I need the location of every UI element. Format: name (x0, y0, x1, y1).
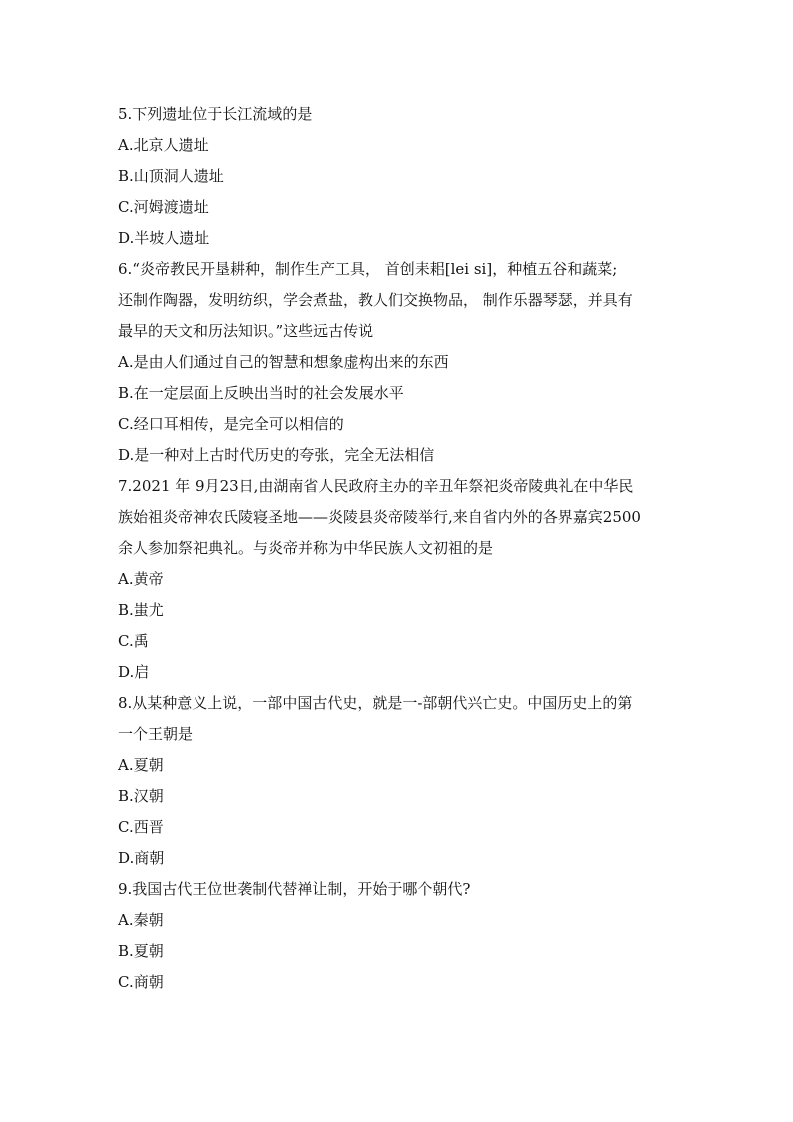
option-b: B.夏朝 (118, 942, 164, 960)
option-a: A.是由人们通过自己的智慧和想象虚构出来的东西 (118, 353, 449, 371)
question-5 (118, 99, 678, 254)
option-a: A.黄帝 (118, 570, 164, 588)
option-c: C.经口耳相传，是完全可以相信的 (118, 415, 344, 433)
option-b: B.蚩尤 (118, 601, 164, 619)
option-c: C.河姆渡遗址 (118, 198, 209, 216)
question-stem-continued: 最早的天文和历法知识。”这些远古传说 (118, 322, 374, 340)
option-a: A.北京人遗址 (118, 136, 209, 154)
option-a: A.秦朝 (118, 911, 164, 929)
question-stem-continued: 余人参加祭祀典礼。与炎帝并称为中华民族人文初祖的是 (118, 539, 494, 557)
option-c: C.西晋 (118, 818, 164, 836)
option-b: B.汉朝 (118, 787, 164, 805)
option-d: D.半坡人遗址 (118, 229, 210, 247)
question-stem: 7.2021 年 9月23日,由湖南省人民政府主办的辛丑年祭祀炎帝陵典礼在中华民 (118, 477, 634, 495)
question-stem-continued: 族始祖炎帝神农氏陵寝圣地——炎陵县炎帝陵举行,来自省内外的各界嘉宾2500 (118, 508, 641, 526)
question-stem-continued: 一个王朝是 (118, 725, 194, 743)
question-stem: 6.“炎帝教民开垦耕种，制作生产工具， 首创耒耜[lei si]，种植五谷和蔬菜; (118, 260, 618, 278)
option-b: B.山顶洞人遗址 (118, 167, 224, 185)
question-stem: 5.下列遗址位于长江流域的是 (118, 105, 313, 123)
option-d: D.商朝 (118, 849, 165, 867)
option-a: A.夏朝 (118, 756, 164, 774)
option-c: C.禹 (118, 632, 149, 650)
question-7 (118, 471, 678, 688)
question-9 (118, 874, 678, 998)
question-6 (118, 254, 678, 471)
question-stem: 8.从某种意义上说，一部中国古代史，就是一-部朝代兴亡史。中国历史上的第 (118, 694, 633, 712)
question-stem-continued: 还制作陶器，发明纺织，学会煮盐，教人们交换物品， 制作乐器琴瑟，并具有 (118, 291, 633, 309)
option-d: D.启 (118, 663, 150, 681)
question-stem: 9.我国古代王位世袭制代替禅让制，开始于哪个朝代? (118, 880, 471, 898)
question-8 (118, 688, 678, 874)
option-c: C.商朝 (118, 973, 164, 991)
document-page (118, 99, 678, 998)
option-b: B.在一定层面上反映出当时的社会发展水平 (118, 384, 404, 402)
option-d: D.是一种对上古时代历史的夸张，完全无法相信 (118, 446, 435, 464)
